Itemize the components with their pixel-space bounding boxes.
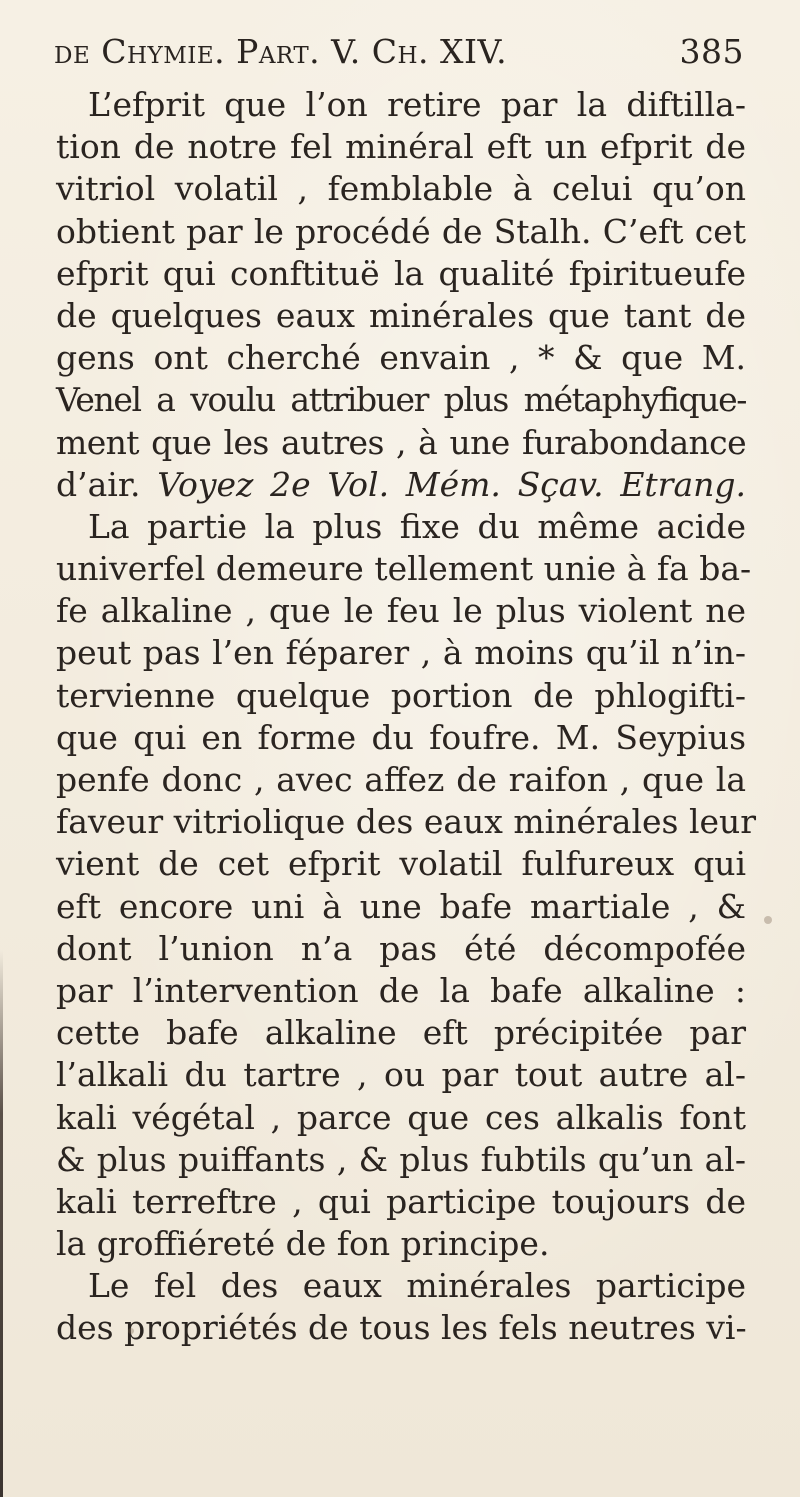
line-text: univerfel demeure tellement unie à fa ba- [56,549,752,589]
line-text: cette bafe alkaline eft précipitée par [56,1013,746,1053]
line-text: tion de notre fel minéral eft un efprit de [56,127,746,167]
line-text: que qui en forme du foufre. M. Seypius [56,717,746,757]
line-text: obtient par le procédé de Stalh. C’eft cet [56,211,746,251]
text-line [56,1139,746,1181]
line-text: fe alkaline , que le feu le plus violent ne [56,591,746,631]
line-text: la groffiéreté de fon principe. [56,1224,550,1264]
text-line [56,84,746,126]
citation-reference: Voyez 2e Vol. Mém. Sçav. Etrang. [157,464,746,504]
running-header [54,32,744,84]
text-line [56,632,746,674]
text-line [56,759,746,801]
line-text: kali terreftre , qui participe toujours de [56,1181,746,1221]
text-line [56,590,746,632]
binding-shadow [0,950,3,1497]
text-line [56,168,746,210]
text-line [56,1012,746,1054]
running-title: de Chymie. Part. V. Ch. XIV. [54,32,508,71]
line-text: penfe donc , avec affez de raifon , que la [56,760,746,799]
text-line [56,970,746,1012]
text-line [56,1265,746,1307]
text-line [56,717,746,759]
text-line [56,126,746,168]
line-text: gens ont cherché envain , * & que M. [56,338,746,378]
body-text [56,84,757,1350]
line-text: faveur vitriolique des eaux minérales leur [56,802,757,842]
line-text: Le fel des eaux minérales participe [88,1266,746,1306]
line-text: La partie la plus fixe du même acide [88,506,746,546]
text-line [56,1097,746,1139]
line-text: l’alkali du tartre , ou par tout autre al- [56,1055,746,1095]
line-text: de quelques eaux minérales que tant de [56,295,746,335]
text-line [56,548,752,590]
text-line [56,211,746,253]
line-text: ment que les autres , à une furabondance [56,422,746,462]
text-line [56,506,746,548]
text-line [56,253,746,295]
text-line [56,1223,746,1265]
text-line [56,1054,746,1096]
paper-speck [764,916,772,924]
line-text: L’efprit que l’on retire par la diftilla- [88,85,746,124]
text-line [56,1181,746,1223]
text-line [56,295,746,337]
text-line [56,337,746,379]
page-number: 385 [679,32,744,71]
line-text: vitriol volatil , femblable à celui qu’on [56,169,746,209]
line-text: eft encore uni à une bafe martiale , & [56,886,746,926]
line-text: efprit qui conftituë la qualité fpiritueufe [56,253,746,293]
line-text: dont l’union n’a pas été décompofée [56,928,746,968]
text-line [56,422,746,464]
text-line [56,1307,746,1349]
line-text: peut pas l’en féparer , à moins qu’il n’in- [56,633,746,673]
line-text: vient de cet efprit volatil fulfureux qui [56,844,746,884]
text-line [56,843,746,885]
line-text: tervienne quelque portion de phlogifti- [56,675,746,715]
line-text: kali végétal , parce que ces alkalis font [56,1097,746,1137]
text-line [56,928,746,970]
line-text: des propriétés de tous les fels neutres vi- [56,1308,747,1348]
text-line [56,675,746,717]
text-line [56,464,746,506]
line-text: & plus puiffants , & plus fubtils qu’un al- [56,1139,746,1179]
line-text: Venel a voulu attribuer plus métaphyfique- [56,380,746,420]
line-text: d’air. [56,464,141,504]
text-line [56,886,746,928]
paper-speck [128,1328,134,1334]
text-line [56,379,746,421]
line-text: par l’intervention de la bafe alkaline : [56,970,746,1010]
text-line [56,801,757,843]
